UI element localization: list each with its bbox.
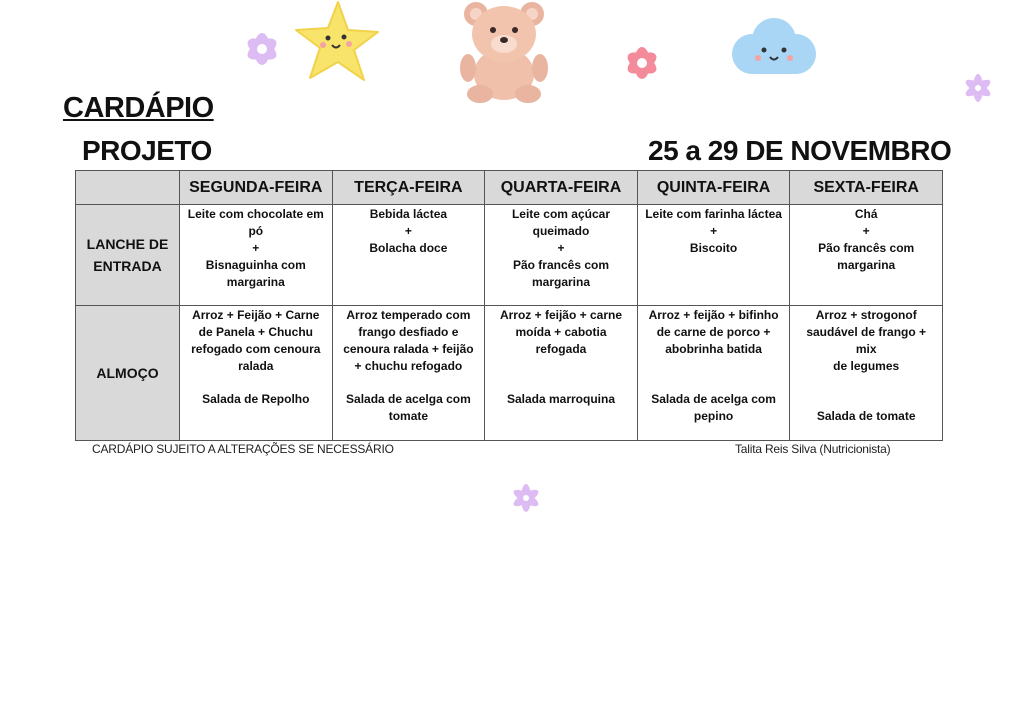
line-gap: [491, 358, 631, 391]
day-header: SEGUNDA-FEIRA: [180, 171, 333, 205]
menu-line: +: [557, 241, 565, 255]
menu-line: abobrinha batida: [665, 342, 762, 356]
row-label-line: ENTRADA: [93, 258, 162, 274]
row-label-line: LANCHE DE: [86, 236, 169, 252]
line-gap: [186, 375, 326, 391]
menu-cell-tuesday: [332, 306, 485, 441]
menu-line: margarina: [837, 258, 896, 272]
menu-cell-friday: [790, 306, 943, 441]
menu-line: Leite com açúcar: [511, 207, 610, 221]
menu-line: queimado: [532, 224, 590, 238]
menu-line: refogada: [535, 342, 587, 356]
teddy-bear-icon: [456, 0, 552, 104]
menu-line: margarina: [226, 275, 285, 289]
menu-line: Pão francês com: [818, 241, 915, 255]
menu-line: Pão francês com: [512, 258, 609, 272]
date-range: 25 a 29 DE NOVEMBRO: [648, 135, 952, 166]
salad-line: Salada de acelga com: [651, 392, 776, 406]
menu-line: refogado com cenoura: [191, 342, 321, 356]
menu-cell-monday: [180, 205, 333, 306]
menu-cell-tuesday: [332, 205, 485, 306]
menu-line: Arroz + feijão + bifinho: [648, 308, 779, 322]
menu-line: Leite com farinha láctea: [645, 207, 782, 221]
day-header: QUINTA-FEIRA: [637, 171, 790, 205]
disclaimer-note: CARDÁPIO SUJEITO A ALTERAÇÕES SE NECESSÁRIO: [92, 442, 394, 456]
cloud-icon: [724, 12, 822, 84]
menu-cell-monday: [180, 306, 333, 441]
day-header: TERÇA-FEIRA: [332, 171, 485, 205]
row-label-almoco: [76, 306, 180, 441]
menu-line: + chuchu refogado: [354, 359, 463, 373]
salad-line: Salada de tomate: [816, 409, 916, 423]
salad-line: Salada de acelga com: [346, 392, 471, 406]
flower-icon: [230, 26, 294, 72]
menu-table: [75, 170, 943, 441]
menu-line: Bisnaguinha com: [205, 258, 306, 272]
page-title: CARDÁPIO: [63, 92, 214, 124]
day-header: SEXTA-FEIRA: [790, 171, 943, 205]
menu-line: +: [710, 224, 718, 238]
menu-line: +: [862, 224, 870, 238]
menu-line: moída + cabotia: [515, 325, 607, 339]
menu-line: Arroz + feijão + carne: [499, 308, 623, 322]
menu-line: Bolacha doce: [369, 241, 448, 255]
menu-line: pó: [248, 224, 264, 238]
menu-line: Biscoito: [689, 241, 738, 255]
menu-line: ralada: [238, 359, 274, 373]
salad-line: tomate: [388, 409, 429, 423]
menu-line: Arroz temperado com: [346, 308, 471, 322]
row-label-lanche: [76, 205, 180, 306]
menu-cell-wednesday: [485, 205, 638, 306]
menu-line: de carne de porco +: [656, 325, 771, 339]
table-row-almoco: [76, 306, 943, 441]
menu-line: Arroz + strogonof: [815, 308, 917, 322]
menu-line: +: [404, 224, 412, 238]
day-header: QUARTA-FEIRA: [485, 171, 638, 205]
flower-icon: [612, 40, 672, 86]
salad-line: Salada de Repolho: [202, 392, 310, 406]
menu-line: saudável de frango + mix: [806, 325, 927, 356]
table-row-lanche: [76, 205, 943, 306]
table-header-row: [76, 171, 943, 205]
salad-line: pepino: [693, 409, 734, 423]
line-gap: [644, 358, 784, 391]
menu-cell-friday: [790, 205, 943, 306]
menu-line: de Panela + Chuchu: [198, 325, 313, 339]
project-label: PROJETO: [82, 135, 212, 166]
nutritionist-signature: Talita Reis Silva (Nutricionista): [735, 442, 891, 456]
menu-line: Leite com chocolate em: [187, 207, 324, 221]
star-icon: [288, 0, 380, 84]
menu-line: +: [252, 241, 260, 255]
menu-line: Bebida láctea: [369, 207, 448, 221]
flower-icon: [960, 70, 996, 106]
flower-icon: [508, 480, 544, 516]
row-label-line: ALMOÇO: [96, 365, 159, 381]
menu-line: Chá: [854, 207, 878, 221]
salad-line: Salada marroquina: [506, 392, 615, 406]
menu-line: de legumes: [833, 359, 900, 373]
menu-line: cenoura ralada + feijão: [343, 342, 474, 356]
menu-line: Arroz + Feijão + Carne: [192, 308, 320, 322]
menu-cell-thursday: [637, 205, 790, 306]
menu-cell-thursday: [637, 306, 790, 441]
menu-line: frango desfiado e: [358, 325, 459, 339]
corner-cell: [76, 171, 180, 205]
menu-cell-wednesday: [485, 306, 638, 441]
line-gap: [339, 375, 479, 391]
line-gap: [796, 375, 936, 408]
menu-line: margarina: [531, 275, 590, 289]
